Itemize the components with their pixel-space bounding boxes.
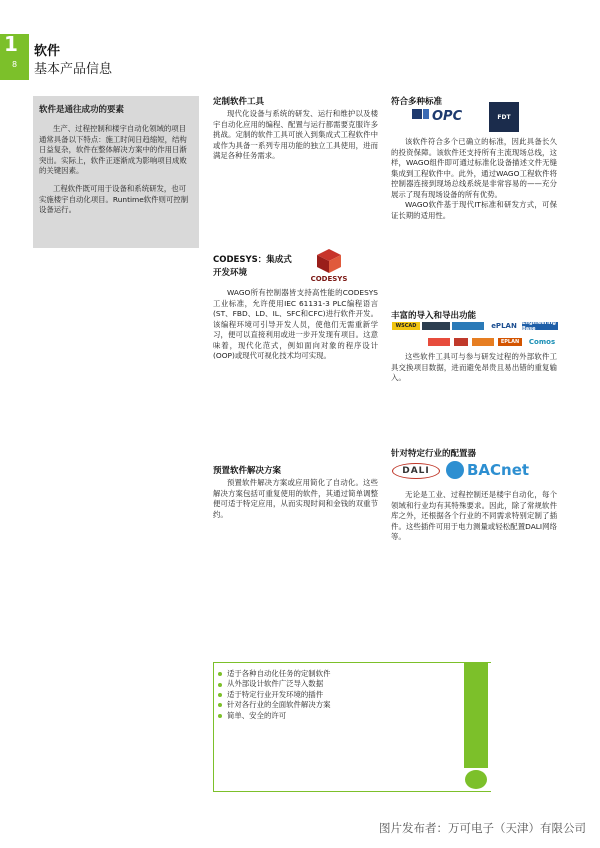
opc-logo <box>412 106 474 122</box>
chapter-subtitle: 基本产品信息 <box>34 62 113 77</box>
dali-logo: DALI <box>392 463 440 479</box>
opc-logo-text: OPC <box>432 109 463 122</box>
bullet-icon <box>218 683 222 687</box>
section-body: WAGO所有控制器皆支持高性能的CODESYS工业标准，允许使用IEC 61131-3 PLC编程语言(ST、FBD、LD、IL、SFC和CFC)进行软件开发。该编程环境可引导开发人员，使他们无需重新学习，便可以直接利用或进一步开发现有项目。这意味着，现代化范式，例如面向对象的程序设计(OOP)或现代可视化技术均可实现。 <box>213 288 378 360</box>
section-heading: 丰富的导入和导出功能 <box>391 311 477 321</box>
chapter-title: 软件 <box>34 44 61 59</box>
sidebar-paragraph: 生产、过程控制和楼宇自动化领域的项目通常具备以下特点：施工时间日趋缩短，结构日益复杂，软件在整体解决方案中的作用日渐突出。实际上，软件正逐渐成为影响项目成败的关键因素。 <box>39 124 187 176</box>
section-heading: 预置软件解决方案 <box>213 466 282 476</box>
import-logos <box>392 322 558 350</box>
chapter-marker <box>0 34 29 80</box>
partner-logo <box>392 338 424 346</box>
eplan-logo: ePLAN <box>488 322 520 330</box>
bullet-icon <box>218 672 222 676</box>
summary-item: 适于特定行业开发环境的插件 <box>218 690 491 700</box>
section-body: WAGO软件基于现代IT标准和研发方式，可保证长期的适用性。 <box>391 200 557 220</box>
sidebar-paragraph: 工程软件既可用于设备和系统研发，也可实施楼宇自动化项目。Runtime软件则可控制设备运行。 <box>39 183 189 215</box>
publisher-credit: 图片发布者：万可电子（天津）有限公司 <box>379 821 586 835</box>
section-codesys-body <box>213 288 378 362</box>
section-heading: 符合多种标准 <box>391 97 443 107</box>
bacnet-mark-icon <box>446 461 464 479</box>
section-heading-line: CODESYS：集成式 <box>213 255 292 265</box>
codesys-logo <box>307 247 351 283</box>
eplan-alt-logo: EPLAN <box>498 338 522 346</box>
partner-logo <box>472 338 494 346</box>
section-configurators-body <box>391 490 557 543</box>
bacnet-logo-text: BACnet <box>467 461 530 479</box>
section-configurators-heading <box>391 447 557 459</box>
intro-sidebar <box>33 96 199 248</box>
sidebar-heading: 软件是通往成功的要素 <box>39 105 125 115</box>
bullet-icon <box>218 703 222 707</box>
wscad-logo: WSCAD <box>392 322 420 330</box>
section-heading-line: 开发环境 <box>213 268 248 278</box>
section-prefab <box>213 464 378 520</box>
partner-logo <box>428 338 450 346</box>
section-heading: 针对特定行业的配置器 <box>391 449 477 459</box>
bacnet-logo <box>446 459 529 481</box>
section-heading: 定制软件工具 <box>213 97 265 107</box>
exclamation-dot-icon <box>465 770 487 789</box>
bullet-icon <box>218 693 222 697</box>
codesys-logo-text: CODESYS <box>310 275 348 283</box>
summary-item: 针对各行业的全面软件解决方案 <box>218 700 491 710</box>
page-number: 8 <box>12 60 18 69</box>
summary-item: 简单、安全的许可 <box>218 711 491 721</box>
section-custom-tools <box>213 95 378 162</box>
section-standards-body <box>391 137 557 221</box>
exclamation-bar-icon <box>464 662 488 768</box>
section-body: 该软件符合多个已确立的标准，因此具备长久的投资保障。该软件还支持所有主流现场总线，这样，WAGO组件即可通过标准化设备描述文件无缝集成到工程软件中。此外，通过WAGO工程软件将控制器连接到现场总线系统是非常容易的——充分展示了现有现场设备的所有优势。 <box>391 137 557 199</box>
engineering-base-logo: Engineering Base <box>522 322 558 330</box>
partner-logo <box>454 338 468 346</box>
partner-logo <box>452 322 484 330</box>
bullet-icon <box>218 714 222 718</box>
comos-logo: Comos <box>526 336 558 348</box>
section-body: 这些软件工具可与参与研发过程的外部软件工具交换项目数据，进而避免昂贵且易出错的重复输入。 <box>391 352 557 382</box>
section-body: 无论是工业、过程控制还是楼宇自动化，每个领域和行业均有其特殊要求。因此，除了常规软件库之外，还根据各个行业的不同需求特别定制了插件。这些插件可用于电力测量或轻松配置DALI网络等。 <box>391 490 557 541</box>
summary-list <box>214 663 491 721</box>
summary-item: 从外部设计软件广泛导入数据 <box>218 679 491 689</box>
summary-item: 适于各种自动化任务的定制软件 <box>218 669 491 679</box>
partner-logo <box>422 322 450 330</box>
fdt-logo: FDT <box>489 102 519 132</box>
section-body: 预置软件解决方案或应用简化了自动化。这些解决方案包括可重复使用的软件，其通过简单调整便可适于特定应用，从而实现时间和金钱的双重节约。 <box>213 478 378 519</box>
chapter-number: 1 <box>4 32 18 56</box>
summary-box <box>213 662 491 792</box>
section-codesys-heading <box>213 254 313 280</box>
section-body: 现代化设备与系统的研发、运行和维护以及楼宇自动化应用的编程、配置与运行都需要克服许多挑战。定制的软件工具可嵌入到集成式工程软件中或作为具备一系列专用功能的独立工具使用，进而满足各种任务需求。 <box>213 109 378 160</box>
section-import-body <box>391 352 557 384</box>
